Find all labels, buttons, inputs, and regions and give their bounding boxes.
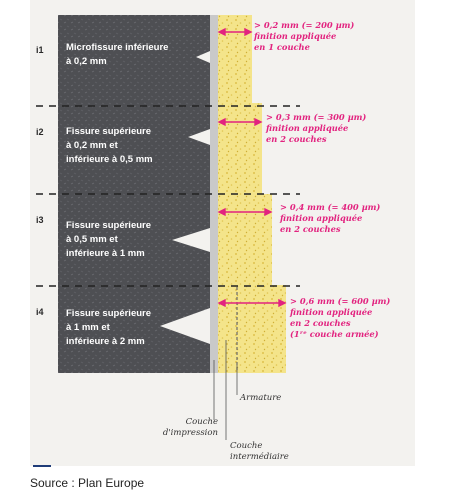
class-label-i4: i4 <box>36 307 44 317</box>
crack-line: Fissure supérieure <box>66 308 152 319</box>
note-line: en 2 couches <box>290 318 351 328</box>
finish-note-i2 <box>266 112 366 145</box>
note-line: > 0,3 mm (= 300 µm) <box>266 112 367 122</box>
label-line: d'impression <box>162 428 218 438</box>
class-label-i3: i3 <box>36 215 44 225</box>
crack-line: Fissure supérieure <box>66 126 152 137</box>
accent-line <box>33 465 51 467</box>
label-line: intermédiaire <box>230 452 289 462</box>
note-line: en 2 couches <box>266 134 327 144</box>
crack-line: à 1 mm et <box>66 322 110 333</box>
finish-note-i3 <box>280 202 380 235</box>
finish-layer-i1 <box>218 15 252 103</box>
label-line: Couche <box>185 417 218 427</box>
note-line: finition appliquée <box>290 307 373 317</box>
label-couche-impression <box>154 417 218 439</box>
label-line: Couche <box>230 441 263 451</box>
note-line: (1ʳᵉ couche armée) <box>290 329 379 339</box>
crack-text-i3 <box>66 219 201 261</box>
finish-layer-i2 <box>218 103 262 194</box>
label-armature: Armature <box>240 393 282 403</box>
finish-layer-i3 <box>218 194 272 285</box>
crack-line: Fissure supérieure <box>66 220 152 231</box>
note-line: en 2 couches <box>280 224 341 234</box>
finish-note-i4 <box>290 296 390 340</box>
finish-layer-i4 <box>218 285 286 373</box>
crack-line: à 0,2 mm <box>66 56 107 67</box>
note-line: en 1 couche <box>254 42 310 52</box>
note-line: > 0,2 mm (= 200 µm) <box>254 20 355 30</box>
crack-line: à 0,2 mm et <box>66 140 118 151</box>
crack-text-i2 <box>66 125 201 167</box>
crack-line: à 0,5 mm et <box>66 234 118 245</box>
crack-line: Microfissure inférieure <box>66 42 169 53</box>
source-caption: Source : Plan Europe <box>30 476 145 490</box>
note-line: > 0,4 mm (= 400 µm) <box>280 202 381 212</box>
label-couche-intermediaire <box>230 441 289 463</box>
finish-note-i1 <box>254 20 354 53</box>
class-label-i1: i1 <box>36 45 44 55</box>
crack-text-i4 <box>66 307 201 349</box>
crack-line: inférieure à 2 mm <box>66 336 145 347</box>
note-line: finition appliquée <box>280 213 363 223</box>
crack-text-i1 <box>66 41 201 69</box>
crack-line: inférieure à 0,5 mm <box>66 154 153 165</box>
note-line: > 0,6 mm (= 600 µm) <box>290 296 391 306</box>
note-line: finition appliquée <box>254 31 337 41</box>
note-line: finition appliquée <box>266 123 349 133</box>
crack-line: inférieure à 1 mm <box>66 248 145 259</box>
class-label-i2: i2 <box>36 127 44 137</box>
